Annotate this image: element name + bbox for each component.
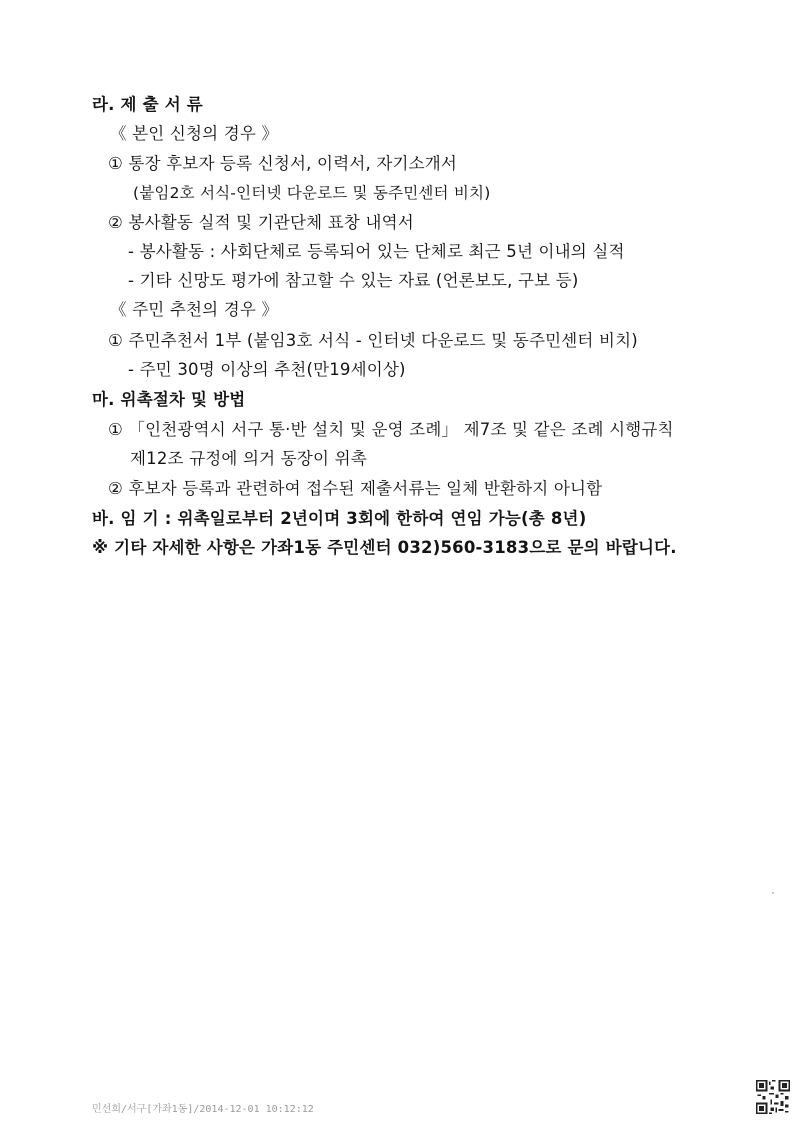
ma-item-1-line-2: 제12조 규정에 의거 동장이 위촉 xyxy=(130,449,367,468)
scan-speck xyxy=(772,892,774,894)
footer-stamp: 민선희/서구[가좌1동]/2014-12-01 10:12:12 xyxy=(92,1104,314,1115)
section-ba-term: 바. 임 기 : 위촉일로부터 2년이며 3회에 한하여 연임 가능(총 8년) xyxy=(92,509,587,528)
section-ma-heading: 마. 위촉절차 및 방법 xyxy=(92,390,246,409)
self-application-title: 《 본인 신청의 경우 》 xyxy=(110,124,279,143)
contact-notice: ※ 기타 자세한 사항은 가좌1동 주민센터 032)560-3183으로 문의 바랍니다. xyxy=(92,538,677,557)
resident-item-1: ① 주민추천서 1부 (붙임3호 서식 - 인터넷 다운로드 및 동주민센터 비치) xyxy=(108,331,638,350)
ma-item-1-line-1: ① 「인천광역시 서구 통·반 설치 및 운영 조례」 제7조 및 같은 조례 시행규칙 xyxy=(108,420,674,439)
self-item-2-sub-2: - 기타 신망도 평가에 참고할 수 있는 자료 (언론보도, 구보 등) xyxy=(128,271,579,290)
self-item-1: ① 통장 후보자 등록 신청서, 이력서, 자기소개서 xyxy=(108,154,458,173)
self-item-1-note: (붙임2호 서식-인터넷 다운로드 및 동주민센터 비치) xyxy=(133,184,491,202)
section-ra-heading: 라. 제 출 서 류 xyxy=(92,95,203,114)
self-item-2: ② 봉사활동 실적 및 기관단체 표창 내역서 xyxy=(108,213,414,232)
qr-code-icon xyxy=(756,1080,790,1114)
resident-recommendation-title: 《 주민 추천의 경우 》 xyxy=(110,300,279,319)
self-item-2-sub-1: - 봉사활동 : 사회단체로 등록되어 있는 단체로 최근 5년 이내의 실적 xyxy=(128,242,625,261)
resident-item-1-sub: - 주민 30명 이상의 추천(만19세이상) xyxy=(128,360,406,379)
ma-item-2: ② 후보자 등록과 관련하여 접수된 제출서류는 일체 반환하지 아니함 xyxy=(108,479,603,498)
